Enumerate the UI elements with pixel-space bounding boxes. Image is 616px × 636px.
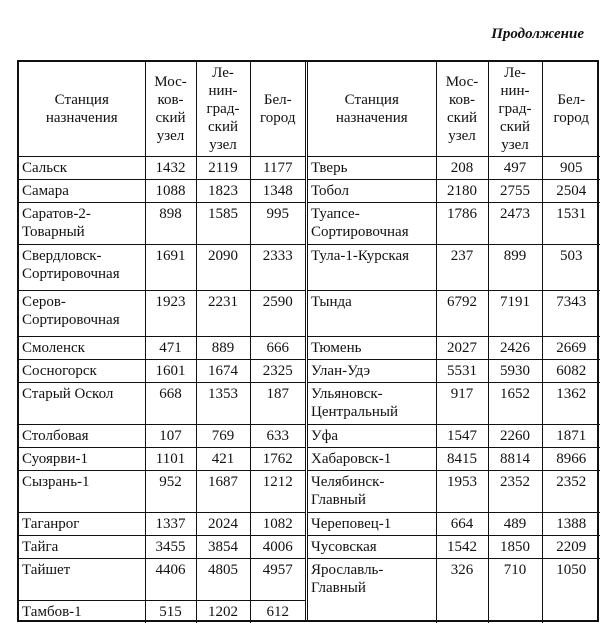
moscow-distance-cell: 471 bbox=[145, 337, 196, 360]
leningrad-distance-cell: 2260 bbox=[488, 425, 542, 448]
header-moscow: Мос-ков-ский узел bbox=[436, 62, 488, 157]
moscow-distance-cell: 326 bbox=[436, 559, 488, 623]
moscow-distance-cell: 6792 bbox=[436, 291, 488, 337]
header-belgorod: Бел-город bbox=[250, 62, 305, 157]
leningrad-distance-cell: 1585 bbox=[196, 203, 250, 245]
leningrad-distance-cell: 3854 bbox=[196, 536, 250, 559]
station-name-cell: Старый Оскол bbox=[19, 383, 145, 425]
header-leningrad: Ле-нин-град-ский узел bbox=[488, 62, 542, 157]
leningrad-distance-cell: 2426 bbox=[488, 337, 542, 360]
station-name-cell: Ярославль-Главный bbox=[308, 559, 436, 623]
belgorod-distance-cell: 2325 bbox=[250, 360, 305, 383]
leningrad-distance-cell: 769 bbox=[196, 425, 250, 448]
station-name-cell: Саратов-2-Товарный bbox=[19, 203, 145, 245]
moscow-distance-cell: 668 bbox=[145, 383, 196, 425]
table-caption: Продолжение bbox=[491, 26, 584, 42]
station-name-cell: Улан-Удэ bbox=[308, 360, 436, 383]
leningrad-distance-cell: 8814 bbox=[488, 448, 542, 471]
moscow-distance-cell: 5531 bbox=[436, 360, 488, 383]
station-name-cell: Тверь bbox=[308, 157, 436, 180]
table-row bbox=[19, 448, 305, 471]
table-row bbox=[308, 425, 600, 448]
leningrad-distance-cell: 2231 bbox=[196, 291, 250, 337]
leningrad-distance-cell: 2090 bbox=[196, 245, 250, 291]
moscow-distance-cell: 3455 bbox=[145, 536, 196, 559]
moscow-distance-cell: 4406 bbox=[145, 559, 196, 601]
belgorod-distance-cell: 4006 bbox=[250, 536, 305, 559]
leningrad-distance-cell: 1674 bbox=[196, 360, 250, 383]
station-name-cell: Тайшет bbox=[19, 559, 145, 601]
station-name-cell: Смоленск bbox=[19, 337, 145, 360]
leningrad-distance-cell: 2755 bbox=[488, 180, 542, 203]
leningrad-distance-cell: 489 bbox=[488, 513, 542, 536]
moscow-distance-cell: 898 bbox=[145, 203, 196, 245]
table-row bbox=[19, 559, 305, 601]
belgorod-distance-cell: 1348 bbox=[250, 180, 305, 203]
header-moscow: Мос-ков-ский узел bbox=[145, 62, 196, 157]
moscow-distance-cell: 208 bbox=[436, 157, 488, 180]
belgorod-distance-cell: 1762 bbox=[250, 448, 305, 471]
belgorod-distance-cell: 1871 bbox=[542, 425, 600, 448]
leningrad-distance-cell: 2473 bbox=[488, 203, 542, 245]
leningrad-distance-cell: 4805 bbox=[196, 559, 250, 601]
leningrad-distance-cell: 421 bbox=[196, 448, 250, 471]
belgorod-distance-cell: 503 bbox=[542, 245, 600, 291]
header-belgorod: Бел-город bbox=[542, 62, 600, 157]
moscow-distance-cell: 1691 bbox=[145, 245, 196, 291]
station-name-cell: Сальск bbox=[19, 157, 145, 180]
leningrad-distance-cell: 899 bbox=[488, 245, 542, 291]
leningrad-distance-cell: 2352 bbox=[488, 471, 542, 513]
station-name-cell: Сосногорск bbox=[19, 360, 145, 383]
station-name-cell: Уфа bbox=[308, 425, 436, 448]
leningrad-distance-cell: 5930 bbox=[488, 360, 542, 383]
belgorod-distance-cell: 2333 bbox=[250, 245, 305, 291]
header-station: Станция назначения bbox=[19, 62, 145, 157]
leningrad-distance-cell: 1353 bbox=[196, 383, 250, 425]
moscow-distance-cell: 1547 bbox=[436, 425, 488, 448]
moscow-distance-cell: 1786 bbox=[436, 203, 488, 245]
leningrad-distance-cell: 7191 bbox=[488, 291, 542, 337]
table-row bbox=[19, 383, 305, 425]
station-name-cell: Ульяновск-Центральный bbox=[308, 383, 436, 425]
station-name-cell: Тобол bbox=[308, 180, 436, 203]
belgorod-distance-cell: 8966 bbox=[542, 448, 600, 471]
moscow-distance-cell: 1088 bbox=[145, 180, 196, 203]
station-name-cell: Тында bbox=[308, 291, 436, 337]
moscow-distance-cell: 2180 bbox=[436, 180, 488, 203]
leningrad-distance-cell: 497 bbox=[488, 157, 542, 180]
belgorod-distance-cell: 1362 bbox=[542, 383, 600, 425]
station-name-cell: Тайга bbox=[19, 536, 145, 559]
belgorod-distance-cell: 7343 bbox=[542, 291, 600, 337]
moscow-distance-cell: 1101 bbox=[145, 448, 196, 471]
distance-table bbox=[17, 60, 599, 622]
leningrad-distance-cell: 2119 bbox=[196, 157, 250, 180]
table-row bbox=[19, 536, 305, 559]
belgorod-distance-cell: 187 bbox=[250, 383, 305, 425]
moscow-distance-cell: 1542 bbox=[436, 536, 488, 559]
table-row bbox=[19, 180, 305, 203]
leningrad-distance-cell: 889 bbox=[196, 337, 250, 360]
belgorod-distance-cell: 1050 bbox=[542, 559, 600, 623]
right-table-half bbox=[305, 62, 597, 620]
table-row bbox=[19, 245, 305, 291]
belgorod-distance-cell: 2590 bbox=[250, 291, 305, 337]
belgorod-distance-cell: 905 bbox=[542, 157, 600, 180]
belgorod-distance-cell: 4957 bbox=[250, 559, 305, 601]
station-name-cell: Сызрань-1 bbox=[19, 471, 145, 513]
belgorod-distance-cell: 666 bbox=[250, 337, 305, 360]
leningrad-distance-cell: 1823 bbox=[196, 180, 250, 203]
belgorod-distance-cell: 612 bbox=[250, 601, 305, 624]
leningrad-distance-cell: 1202 bbox=[196, 601, 250, 624]
station-name-cell: Суоярви-1 bbox=[19, 448, 145, 471]
table-row bbox=[308, 180, 600, 203]
table-row bbox=[308, 536, 600, 559]
station-name-cell: Хабаровск-1 bbox=[308, 448, 436, 471]
station-name-cell: Столбовая bbox=[19, 425, 145, 448]
belgorod-distance-cell: 2669 bbox=[542, 337, 600, 360]
moscow-distance-cell: 8415 bbox=[436, 448, 488, 471]
belgorod-distance-cell: 2504 bbox=[542, 180, 600, 203]
moscow-distance-cell: 237 bbox=[436, 245, 488, 291]
moscow-distance-cell: 107 bbox=[145, 425, 196, 448]
moscow-distance-cell: 1923 bbox=[145, 291, 196, 337]
table-row bbox=[308, 513, 600, 536]
table-row bbox=[308, 157, 600, 180]
table-row bbox=[308, 291, 600, 337]
belgorod-distance-cell: 2352 bbox=[542, 471, 600, 513]
table-row bbox=[19, 601, 305, 624]
table-row bbox=[19, 337, 305, 360]
station-name-cell: Таганрог bbox=[19, 513, 145, 536]
belgorod-distance-cell: 6082 bbox=[542, 360, 600, 383]
table-row bbox=[308, 360, 600, 383]
station-name-cell: Тамбов-1 bbox=[19, 601, 145, 624]
leningrad-distance-cell: 1652 bbox=[488, 383, 542, 425]
table-row bbox=[19, 471, 305, 513]
moscow-distance-cell: 2027 bbox=[436, 337, 488, 360]
table-row bbox=[19, 291, 305, 337]
belgorod-distance-cell: 1177 bbox=[250, 157, 305, 180]
belgorod-distance-cell: 995 bbox=[250, 203, 305, 245]
moscow-distance-cell: 664 bbox=[436, 513, 488, 536]
moscow-distance-cell: 1601 bbox=[145, 360, 196, 383]
leningrad-distance-cell: 1850 bbox=[488, 536, 542, 559]
table-row bbox=[308, 203, 600, 245]
belgorod-distance-cell: 633 bbox=[250, 425, 305, 448]
station-name-cell: Серов-Сортировочная bbox=[19, 291, 145, 337]
table-row bbox=[19, 157, 305, 180]
header-leningrad: Ле-нин-град-ский узел bbox=[196, 62, 250, 157]
table-row bbox=[308, 448, 600, 471]
station-name-cell: Челябинск-Главный bbox=[308, 471, 436, 513]
leningrad-distance-cell: 1687 bbox=[196, 471, 250, 513]
belgorod-distance-cell: 1082 bbox=[250, 513, 305, 536]
moscow-distance-cell: 515 bbox=[145, 601, 196, 624]
station-name-cell: Туапсе-Сортировочная bbox=[308, 203, 436, 245]
leningrad-distance-cell: 2024 bbox=[196, 513, 250, 536]
belgorod-distance-cell: 1212 bbox=[250, 471, 305, 513]
table-row bbox=[19, 203, 305, 245]
table-row bbox=[308, 559, 600, 623]
moscow-distance-cell: 917 bbox=[436, 383, 488, 425]
belgorod-distance-cell: 2209 bbox=[542, 536, 600, 559]
table-row bbox=[19, 425, 305, 448]
station-name-cell: Череповец-1 bbox=[308, 513, 436, 536]
moscow-distance-cell: 1953 bbox=[436, 471, 488, 513]
table-row bbox=[308, 471, 600, 513]
belgorod-distance-cell: 1531 bbox=[542, 203, 600, 245]
table-row bbox=[19, 513, 305, 536]
station-name-cell: Самара bbox=[19, 180, 145, 203]
moscow-distance-cell: 952 bbox=[145, 471, 196, 513]
station-name-cell: Чусовская bbox=[308, 536, 436, 559]
header-station: Станция назначения bbox=[308, 62, 436, 157]
station-name-cell: Тула-1-Курская bbox=[308, 245, 436, 291]
table-row bbox=[19, 360, 305, 383]
belgorod-distance-cell: 1388 bbox=[542, 513, 600, 536]
left-table-half bbox=[19, 62, 305, 620]
table-row bbox=[308, 337, 600, 360]
leningrad-distance-cell: 710 bbox=[488, 559, 542, 623]
table-row bbox=[308, 383, 600, 425]
station-name-cell: Свердловск-Сортировочная bbox=[19, 245, 145, 291]
moscow-distance-cell: 1337 bbox=[145, 513, 196, 536]
moscow-distance-cell: 1432 bbox=[145, 157, 196, 180]
station-name-cell: Тюмень bbox=[308, 337, 436, 360]
table-row bbox=[308, 245, 600, 291]
